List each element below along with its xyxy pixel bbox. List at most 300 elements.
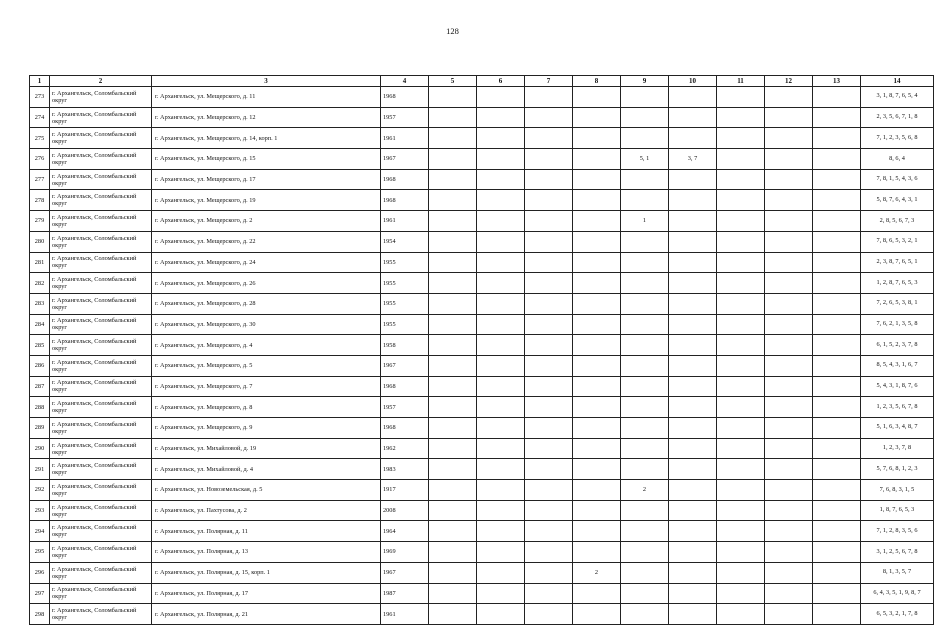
table-row: [30, 355, 934, 376]
cell-col-6: [477, 355, 525, 376]
cell-col-11: [717, 211, 765, 232]
cell-col-10: [669, 190, 717, 211]
cell-col-12: [765, 128, 813, 149]
address-cell: г. Архангельск, ул. Мещерского, д. 19: [152, 190, 381, 211]
cell-col-10: [669, 355, 717, 376]
cell-col-11: [717, 169, 765, 190]
cell-col-7: [525, 231, 573, 252]
address-cell: г. Архангельск, ул. Мещерского, д. 5: [152, 355, 381, 376]
cell-col-10: 3, 7: [669, 149, 717, 170]
table-row: [30, 604, 934, 625]
cell-col-13: [813, 459, 861, 480]
location-cell: г. Архангельск, Соломбальский округ: [50, 583, 152, 604]
row-number: 290: [30, 438, 50, 459]
cell-col-14: 5, 7, 6, 8, 1, 2, 3: [861, 459, 934, 480]
location-cell: г. Архангельск, Соломбальский округ: [50, 149, 152, 170]
year-cell: 1958: [381, 335, 429, 356]
cell-col-10: [669, 542, 717, 563]
cell-col-12: [765, 562, 813, 583]
cell-col-6: [477, 459, 525, 480]
cell-col-8: [573, 252, 621, 273]
cell-col-13: [813, 355, 861, 376]
cell-col-9: [621, 87, 669, 108]
cell-col-8: [573, 273, 621, 294]
cell-col-11: [717, 314, 765, 335]
cell-col-7: [525, 480, 573, 501]
cell-col-8: [573, 128, 621, 149]
cell-col-13: [813, 418, 861, 439]
table-row: [30, 273, 934, 294]
table-row: [30, 480, 934, 501]
cell-col-11: [717, 87, 765, 108]
row-number: 295: [30, 542, 50, 563]
cell-col-5: [429, 500, 477, 521]
cell-col-6: [477, 418, 525, 439]
cell-col-5: [429, 314, 477, 335]
cell-col-10: [669, 293, 717, 314]
row-number: 297: [30, 583, 50, 604]
cell-col-8: [573, 169, 621, 190]
cell-col-12: [765, 459, 813, 480]
cell-col-5: [429, 376, 477, 397]
cell-col-11: [717, 149, 765, 170]
cell-col-8: [573, 107, 621, 128]
cell-col-11: [717, 107, 765, 128]
cell-col-13: [813, 169, 861, 190]
row-number: 293: [30, 500, 50, 521]
address-cell: г. Архангельск, ул. Мещерского, д. 28: [152, 293, 381, 314]
cell-col-8: [573, 314, 621, 335]
cell-col-11: [717, 128, 765, 149]
cell-col-12: [765, 604, 813, 625]
column-header-1: 1: [30, 76, 50, 87]
cell-col-10: [669, 583, 717, 604]
cell-col-13: [813, 273, 861, 294]
cell-col-10: [669, 231, 717, 252]
cell-col-14: 8, 5, 4, 3, 1, 6, 7: [861, 355, 934, 376]
cell-col-6: [477, 107, 525, 128]
cell-col-7: [525, 314, 573, 335]
row-number: 280: [30, 231, 50, 252]
year-cell: 1968: [381, 87, 429, 108]
cell-col-6: [477, 521, 525, 542]
address-cell: г. Архангельск, ул. Новоземельская, д. 5: [152, 480, 381, 501]
location-cell: г. Архангельск, Соломбальский округ: [50, 231, 152, 252]
cell-col-11: [717, 459, 765, 480]
row-number: 275: [30, 128, 50, 149]
cell-col-14: 7, 8, 1, 5, 4, 3, 6: [861, 169, 934, 190]
cell-col-7: [525, 273, 573, 294]
table-row: [30, 562, 934, 583]
cell-col-13: [813, 397, 861, 418]
table-row: [30, 149, 934, 170]
cell-col-8: [573, 438, 621, 459]
cell-col-8: [573, 583, 621, 604]
cell-col-5: [429, 459, 477, 480]
cell-col-7: [525, 542, 573, 563]
cell-col-10: [669, 211, 717, 232]
cell-col-13: [813, 128, 861, 149]
year-cell: 1961: [381, 128, 429, 149]
year-cell: 1961: [381, 211, 429, 232]
cell-col-8: [573, 149, 621, 170]
row-number: 274: [30, 107, 50, 128]
table-row: [30, 500, 934, 521]
location-cell: г. Архангельск, Соломбальский округ: [50, 562, 152, 583]
cell-col-6: [477, 335, 525, 356]
address-cell: г. Архангельск, ул. Мещерского, д. 7: [152, 376, 381, 397]
cell-col-11: [717, 335, 765, 356]
cell-col-14: 5, 4, 3, 1, 8, 7, 6: [861, 376, 934, 397]
cell-col-10: [669, 169, 717, 190]
year-cell: 1968: [381, 169, 429, 190]
cell-col-7: [525, 169, 573, 190]
row-number: 282: [30, 273, 50, 294]
table-row: [30, 438, 934, 459]
cell-col-9: [621, 314, 669, 335]
cell-col-12: [765, 149, 813, 170]
cell-col-13: [813, 87, 861, 108]
cell-col-10: [669, 459, 717, 480]
cell-col-7: [525, 87, 573, 108]
year-cell: 1917: [381, 480, 429, 501]
row-number: 291: [30, 459, 50, 480]
cell-col-14: 5, 1, 6, 3, 4, 8, 7: [861, 418, 934, 439]
cell-col-13: [813, 149, 861, 170]
cell-col-13: [813, 604, 861, 625]
cell-col-6: [477, 438, 525, 459]
cell-col-5: [429, 87, 477, 108]
cell-col-12: [765, 293, 813, 314]
cell-col-9: [621, 397, 669, 418]
cell-col-14: 2, 8, 5, 6, 7, 3: [861, 211, 934, 232]
address-cell: г. Архангельск, ул. Мещерского, д. 15: [152, 149, 381, 170]
cell-col-6: [477, 376, 525, 397]
row-number: 294: [30, 521, 50, 542]
row-number: 288: [30, 397, 50, 418]
cell-col-10: [669, 128, 717, 149]
location-cell: г. Архангельск, Соломбальский округ: [50, 376, 152, 397]
address-cell: г. Архангельск, ул. Мещерского, д. 2: [152, 211, 381, 232]
year-cell: 1955: [381, 252, 429, 273]
cell-col-10: [669, 604, 717, 625]
cell-col-6: [477, 149, 525, 170]
cell-col-13: [813, 252, 861, 273]
cell-col-11: [717, 293, 765, 314]
cell-col-5: [429, 583, 477, 604]
year-cell: 1983: [381, 459, 429, 480]
cell-col-5: [429, 335, 477, 356]
column-header-5: 5: [429, 76, 477, 87]
address-cell: г. Архангельск, ул. Михайловой, д. 4: [152, 459, 381, 480]
location-cell: г. Архангельск, Соломбальский округ: [50, 355, 152, 376]
cell-col-7: [525, 583, 573, 604]
address-cell: г. Архангельск, ул. Мещерского, д. 8: [152, 397, 381, 418]
cell-col-11: [717, 273, 765, 294]
column-header-8: 8: [573, 76, 621, 87]
table-row: [30, 231, 934, 252]
cell-col-10: [669, 107, 717, 128]
table-row: [30, 418, 934, 439]
cell-col-10: [669, 376, 717, 397]
table-row: [30, 459, 934, 480]
cell-col-6: [477, 542, 525, 563]
location-cell: г. Архангельск, Соломбальский округ: [50, 542, 152, 563]
address-cell: г. Архангельск, ул. Полярная, д. 13: [152, 542, 381, 563]
address-cell: г. Архангельск, ул. Мещерского, д. 17: [152, 169, 381, 190]
cell-col-9: [621, 107, 669, 128]
cell-col-7: [525, 438, 573, 459]
table-row: [30, 314, 934, 335]
cell-col-11: [717, 355, 765, 376]
address-cell: г. Архангельск, ул. Полярная, д. 17: [152, 583, 381, 604]
cell-col-13: [813, 231, 861, 252]
column-header-7: 7: [525, 76, 573, 87]
cell-col-14: 2, 3, 5, 6, 7, 1, 8: [861, 107, 934, 128]
cell-col-14: 1, 2, 3, 7, 8: [861, 438, 934, 459]
cell-col-14: 7, 1, 2, 8, 3, 5, 6: [861, 521, 934, 542]
address-cell: г. Архангельск, ул. Мещерского, д. 22: [152, 231, 381, 252]
cell-col-6: [477, 128, 525, 149]
cell-col-5: [429, 149, 477, 170]
cell-col-9: [621, 500, 669, 521]
cell-col-10: [669, 273, 717, 294]
row-number: 287: [30, 376, 50, 397]
cell-col-13: [813, 314, 861, 335]
address-cell: г. Архангельск, ул. Мещерского, д. 26: [152, 273, 381, 294]
row-number: 286: [30, 355, 50, 376]
cell-col-14: 5, 8, 7, 6, 4, 3, 1: [861, 190, 934, 211]
cell-col-9: [621, 169, 669, 190]
cell-col-6: [477, 252, 525, 273]
address-cell: г. Архангельск, ул. Мещерского, д. 24: [152, 252, 381, 273]
location-cell: г. Архангельск, Соломбальский округ: [50, 273, 152, 294]
cell-col-6: [477, 169, 525, 190]
address-cell: г. Архангельск, ул. Михайловой, д. 19: [152, 438, 381, 459]
cell-col-5: [429, 604, 477, 625]
cell-col-6: [477, 397, 525, 418]
cell-col-14: 7, 6, 8, 3, 1, 5: [861, 480, 934, 501]
row-number: 289: [30, 418, 50, 439]
cell-col-10: [669, 562, 717, 583]
table-row: [30, 376, 934, 397]
cell-col-6: [477, 211, 525, 232]
year-cell: 1967: [381, 149, 429, 170]
cell-col-14: 1, 8, 7, 6, 5, 3: [861, 500, 934, 521]
cell-col-11: [717, 604, 765, 625]
cell-col-10: [669, 418, 717, 439]
cell-col-8: [573, 335, 621, 356]
cell-col-5: [429, 397, 477, 418]
cell-col-7: [525, 562, 573, 583]
cell-col-9: [621, 583, 669, 604]
column-header-2: 2: [50, 76, 152, 87]
cell-col-13: [813, 562, 861, 583]
cell-col-9: 2: [621, 480, 669, 501]
cell-col-14: 1, 2, 8, 7, 6, 5, 3: [861, 273, 934, 294]
cell-col-11: [717, 190, 765, 211]
cell-col-12: [765, 252, 813, 273]
cell-col-12: [765, 480, 813, 501]
cell-col-14: 7, 8, 6, 5, 3, 2, 1: [861, 231, 934, 252]
row-number: 279: [30, 211, 50, 232]
table-row: [30, 169, 934, 190]
cell-col-8: 2: [573, 562, 621, 583]
cell-col-7: [525, 521, 573, 542]
cell-col-9: [621, 604, 669, 625]
table-row: [30, 583, 934, 604]
cell-col-9: [621, 252, 669, 273]
cell-col-8: [573, 231, 621, 252]
cell-col-13: [813, 521, 861, 542]
table-row: [30, 521, 934, 542]
cell-col-11: [717, 562, 765, 583]
cell-col-12: [765, 107, 813, 128]
table-row: [30, 335, 934, 356]
cell-col-8: [573, 418, 621, 439]
address-cell: г. Архангельск, ул. Мещерского, д. 11: [152, 87, 381, 108]
cell-col-7: [525, 190, 573, 211]
cell-col-14: 8, 6, 4: [861, 149, 934, 170]
cell-col-13: [813, 480, 861, 501]
year-cell: 1957: [381, 107, 429, 128]
column-header-10: 10: [669, 76, 717, 87]
address-cell: г. Архангельск, ул. Полярная, д. 11: [152, 521, 381, 542]
location-cell: г. Архангельск, Соломбальский округ: [50, 293, 152, 314]
cell-col-10: [669, 335, 717, 356]
cell-col-7: [525, 335, 573, 356]
year-cell: 1962: [381, 438, 429, 459]
cell-col-8: [573, 87, 621, 108]
cell-col-10: [669, 438, 717, 459]
cell-col-12: [765, 376, 813, 397]
cell-col-7: [525, 397, 573, 418]
cell-col-6: [477, 190, 525, 211]
cell-col-13: [813, 335, 861, 356]
cell-col-9: [621, 273, 669, 294]
cell-col-6: [477, 604, 525, 625]
location-cell: г. Архангельск, Соломбальский округ: [50, 211, 152, 232]
location-cell: г. Архангельск, Соломбальский округ: [50, 604, 152, 625]
cell-col-13: [813, 190, 861, 211]
cell-col-6: [477, 480, 525, 501]
cell-col-9: [621, 231, 669, 252]
year-cell: 1987: [381, 583, 429, 604]
row-number: 276: [30, 149, 50, 170]
cell-col-10: [669, 397, 717, 418]
cell-col-11: [717, 521, 765, 542]
cell-col-10: [669, 252, 717, 273]
column-header-13: 13: [813, 76, 861, 87]
cell-col-14: 6, 5, 3, 2, 1, 7, 8: [861, 604, 934, 625]
cell-col-12: [765, 231, 813, 252]
cell-col-8: [573, 604, 621, 625]
cell-col-12: [765, 438, 813, 459]
cell-col-9: [621, 459, 669, 480]
cell-col-7: [525, 293, 573, 314]
cell-col-13: [813, 500, 861, 521]
cell-col-12: [765, 521, 813, 542]
cell-col-14: 2, 3, 8, 7, 6, 5, 1: [861, 252, 934, 273]
cell-col-9: [621, 335, 669, 356]
address-cell: г. Архангельск, ул. Мещерского, д. 4: [152, 335, 381, 356]
cell-col-7: [525, 211, 573, 232]
cell-col-11: [717, 480, 765, 501]
cell-col-11: [717, 397, 765, 418]
column-header-12: 12: [765, 76, 813, 87]
location-cell: г. Архангельск, Соломбальский округ: [50, 314, 152, 335]
cell-col-14: 3, 1, 2, 5, 6, 7, 8: [861, 542, 934, 563]
cell-col-7: [525, 376, 573, 397]
table-row: [30, 252, 934, 273]
row-number: 292: [30, 480, 50, 501]
table-row: [30, 211, 934, 232]
cell-col-5: [429, 211, 477, 232]
cell-col-12: [765, 500, 813, 521]
cell-col-7: [525, 459, 573, 480]
table-row: [30, 542, 934, 563]
address-cell: г. Архангельск, ул. Мещерского, д. 14, корп. 1: [152, 128, 381, 149]
cell-col-6: [477, 314, 525, 335]
column-header-3: 3: [152, 76, 381, 87]
header-row: [30, 76, 934, 87]
cell-col-9: [621, 190, 669, 211]
cell-col-5: [429, 169, 477, 190]
cell-col-12: [765, 583, 813, 604]
cell-col-12: [765, 169, 813, 190]
cell-col-10: [669, 500, 717, 521]
year-cell: 1955: [381, 314, 429, 335]
cell-col-11: [717, 231, 765, 252]
cell-col-13: [813, 211, 861, 232]
cell-col-5: [429, 542, 477, 563]
cell-col-13: [813, 376, 861, 397]
cell-col-7: [525, 252, 573, 273]
cell-col-8: [573, 355, 621, 376]
location-cell: г. Архангельск, Соломбальский округ: [50, 252, 152, 273]
cell-col-14: 8, 1, 3, 5, 7: [861, 562, 934, 583]
cell-col-11: [717, 500, 765, 521]
cell-col-14: 6, 4, 3, 5, 1, 9, 8, 7: [861, 583, 934, 604]
location-cell: г. Архангельск, Соломбальский округ: [50, 335, 152, 356]
cell-col-8: [573, 542, 621, 563]
cell-col-11: [717, 583, 765, 604]
cell-col-5: [429, 293, 477, 314]
year-cell: 1968: [381, 418, 429, 439]
cell-col-9: [621, 562, 669, 583]
cell-col-6: [477, 293, 525, 314]
table-row: [30, 190, 934, 211]
cell-col-9: [621, 355, 669, 376]
cell-col-14: 3, 1, 8, 7, 6, 5, 4: [861, 87, 934, 108]
year-cell: 1955: [381, 273, 429, 294]
cell-col-7: [525, 500, 573, 521]
year-cell: 1955: [381, 293, 429, 314]
year-cell: 1967: [381, 562, 429, 583]
year-cell: 1968: [381, 190, 429, 211]
cell-col-6: [477, 500, 525, 521]
cell-col-10: [669, 521, 717, 542]
cell-col-5: [429, 562, 477, 583]
location-cell: г. Архангельск, Соломбальский округ: [50, 521, 152, 542]
cell-col-12: [765, 542, 813, 563]
cell-col-7: [525, 418, 573, 439]
cell-col-12: [765, 273, 813, 294]
cell-col-8: [573, 480, 621, 501]
cell-col-6: [477, 583, 525, 604]
cell-col-10: [669, 480, 717, 501]
table-row: [30, 397, 934, 418]
